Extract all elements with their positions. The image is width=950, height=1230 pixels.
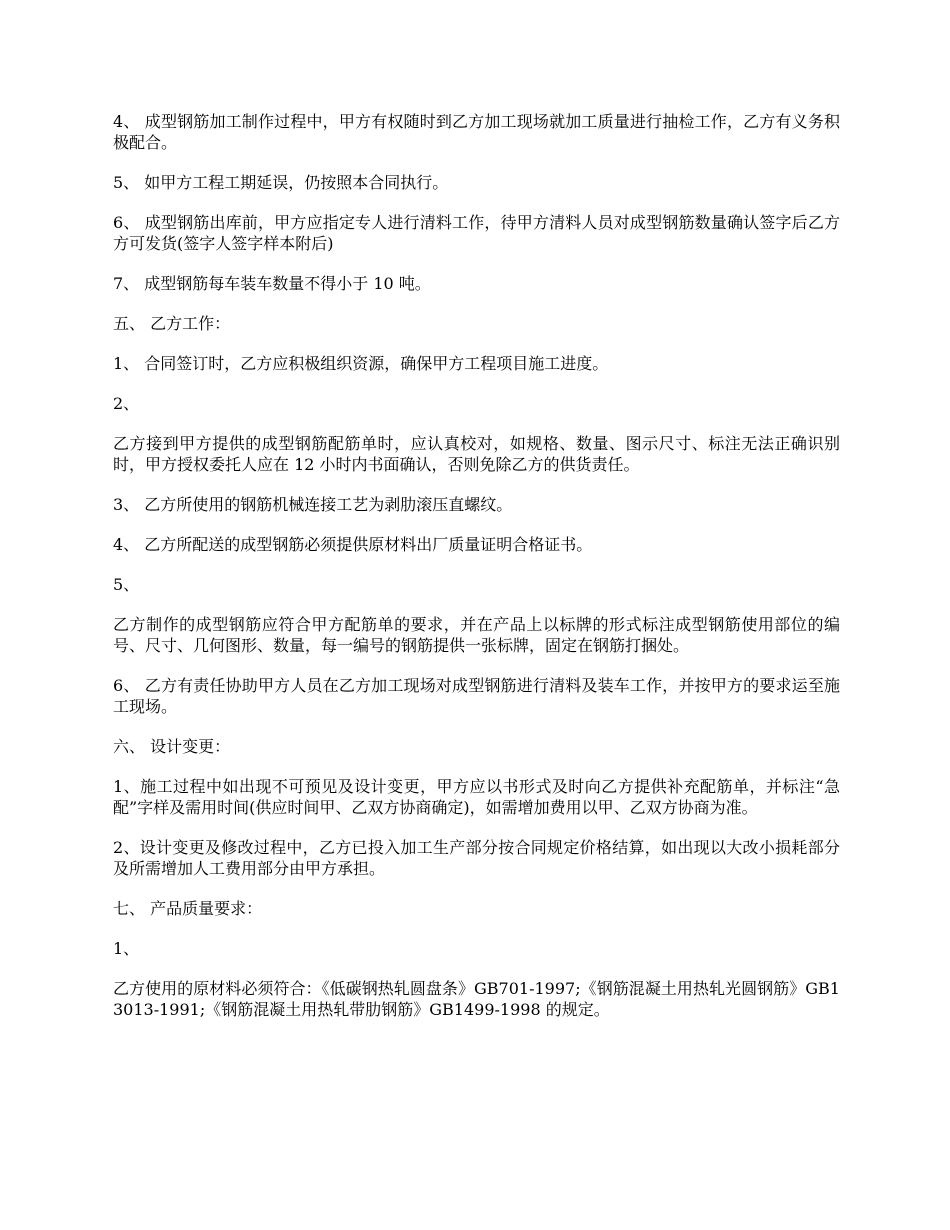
- section-6-heading: 六、 设计变更：: [113, 737, 231, 756]
- clause-5-delay: 5、 如甲方工程工期延误，仍按照本合同执行。: [113, 173, 449, 192]
- section-6-item-1: 1、施工过程中如出现不可预见及设计变更，甲方应以书形式及时向乙方提供补充配筋单，并标注“急配”字样及需用时间(供应时间甲、乙双方协商确定)，如需增加费用以甲、乙双方协商为准。: [113, 777, 840, 817]
- section-5-item-3: 3、 乙方所使用的钢筋机械连接工艺为剥肋滚压直螺纹。: [113, 495, 513, 514]
- section-5-item-2-number: 2、: [113, 394, 140, 413]
- section-5-item-1: 1、 合同签订时，乙方应积极组织资源，确保甲方工程项目施工进度。: [113, 354, 609, 373]
- section-6-item-2: 2、设计变更及修改过程中，乙方已投入加工生产部分按合同规定价格结算，如出现以大改小损耗部分及所需增加人工费用部分由甲方承担。: [113, 838, 840, 878]
- section-5-item-5-text: 乙方制作的成型钢筋应符合甲方配筋单的要求，并在产品上以标牌的形式标注成型钢筋使用部位的编号、尺寸、几何图形、数量，每一编号的钢筋提供一张标牌，固定在钢筋打捆处。: [113, 615, 840, 655]
- section-5-item-5-number: 5、: [113, 575, 140, 594]
- section-5-item-4: 4、 乙方所配送的成型钢筋必须提供原材料出厂质量证明合格证书。: [113, 535, 593, 554]
- section-5-heading: 五、 乙方工作：: [113, 314, 231, 333]
- section-7-item-1-text: 乙方使用的原材料必须符合：《低碳钢热轧圆盘条》GB701-1997;《钢筋混凝土用热轧光圆钢筋》GB13013-1991;《钢筋混凝土用热轧带肋钢筋》GB1499-1998 的规定。: [113, 979, 840, 1019]
- clause-4-inspection: 4、 成型钢筋加工制作过程中，甲方有权随时到乙方加工现场就加工质量进行抽检工作，乙方有义务积极配合。: [113, 112, 840, 152]
- section-7-item-1-number: 1、: [113, 939, 140, 958]
- section-7-heading: 七、 产品质量要求：: [113, 899, 263, 918]
- clause-7-load: 7、 成型钢筋每车装车数量不得小于 10 吨。: [113, 274, 431, 293]
- clause-6-clearing: 6、 成型钢筋出库前，甲方应指定专人进行清料工作，待甲方清料人员对成型钢筋数量确认签字后乙方方可发货(签字人签字样本附后): [113, 213, 840, 253]
- document-page: [113, 111, 840, 1039]
- section-5-item-6: 6、 乙方有责任协助甲方人员在乙方加工现场对成型钢筋进行清料及装车工作，并按甲方的要求运至施工现场。: [113, 676, 840, 716]
- section-5-item-2-text: 乙方接到甲方提供的成型钢筋配筋单时，应认真校对，如规格、数量、图示尺寸、标注无法正确识别时，甲方授权委托人应在 12 小时内书面确认，否则免除乙方的供货责任。: [113, 434, 840, 474]
